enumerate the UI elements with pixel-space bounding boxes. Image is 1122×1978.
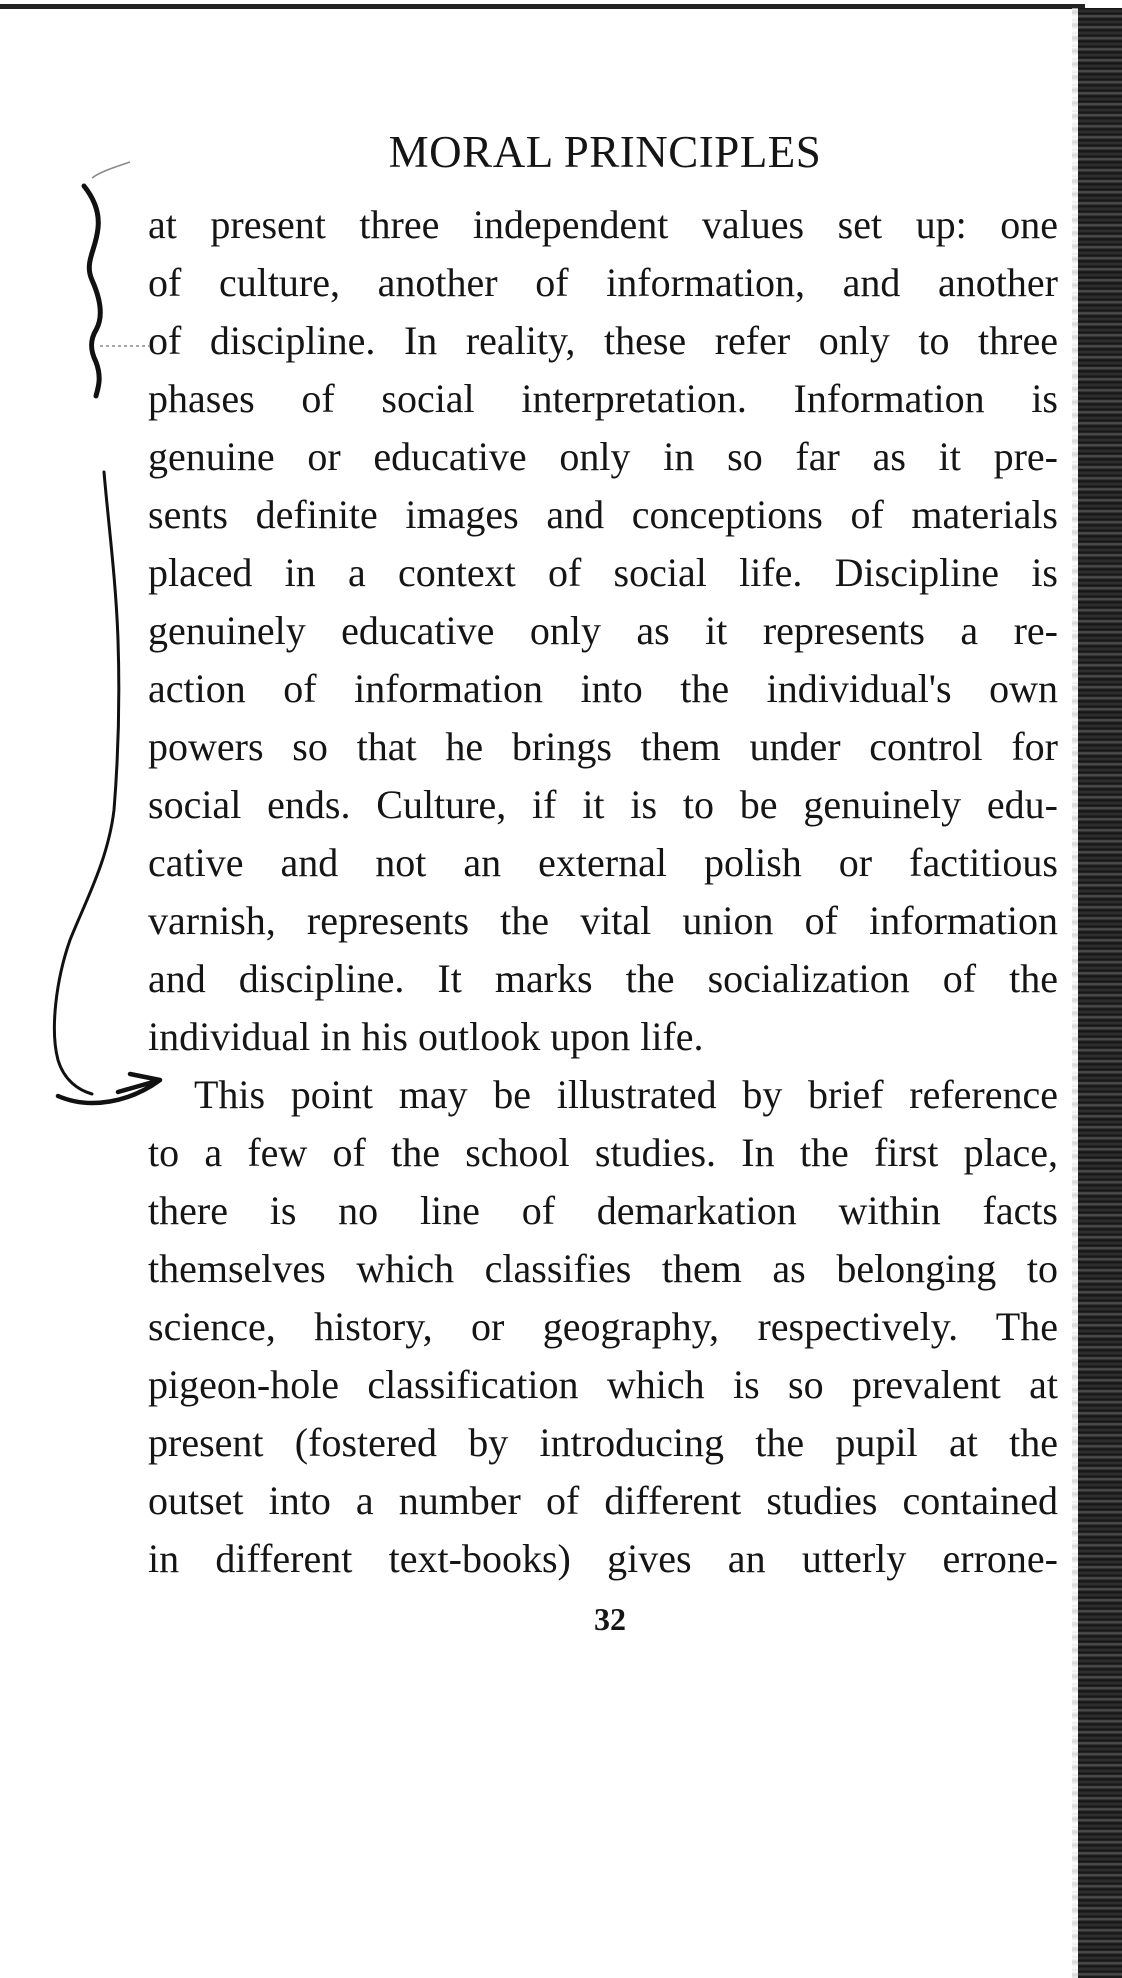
text-line: in different text-books) gives an utterly errone- (148, 1536, 1058, 1581)
text-line: varnish, represents the vital union of information (148, 898, 1058, 943)
text-line: individual in his outlook upon life. (148, 1014, 704, 1059)
text-line: science, history, or geography, respectively. The (148, 1304, 1058, 1349)
long-bracket-mark (54, 472, 118, 1094)
text-line: powers so that he brings them under control for (148, 724, 1058, 769)
text-line: social ends. Culture, if it is to be genuinely edu- (148, 782, 1058, 827)
text-line: genuine or educative only in so far as it pre- (148, 434, 1058, 479)
text-line: there is no line of demarkation within facts (148, 1188, 1058, 1233)
text-line: to a few of the school studies. In the first place, (148, 1130, 1058, 1175)
text-line: and discipline. It marks the socialization of the (148, 956, 1058, 1001)
paragraph-2 (148, 1066, 1058, 1588)
paragraph-1 (148, 196, 1058, 1066)
text-line: This point may be illustrated by brief reference (194, 1072, 1058, 1117)
text-line: of discipline. In reality, these refer only to three (148, 318, 1058, 363)
curly-brace-mark (84, 186, 100, 396)
arrow-mark (58, 1074, 160, 1103)
text-line: placed in a context of social life. Discipline is (148, 550, 1058, 595)
body-text (148, 196, 1058, 1588)
text-line: cative and not an external polish or factitious (148, 840, 1058, 885)
page-number: 32 (594, 1601, 626, 1637)
running-head: MORAL PRINCIPLES (388, 127, 822, 177)
text-line: sents definite images and conceptions of materials (148, 492, 1058, 537)
text-line: outset into a number of different studies contained (148, 1478, 1058, 1523)
text-line: at present three independent values set up: one (148, 202, 1058, 247)
text-line: of culture, another of information, and another (148, 260, 1058, 305)
text-line: pigeon-hole classification which is so prevalent at (148, 1362, 1058, 1407)
text-line: phases of social interpretation. Information is (148, 376, 1058, 421)
binding-edge (1078, 8, 1122, 1978)
text-line: action of information into the individual's own (148, 666, 1058, 711)
text-line: genuinely educative only as it represents a re- (148, 608, 1058, 653)
text-line: themselves which classifies them as belonging to (148, 1246, 1058, 1291)
top-edge-rule (0, 4, 1085, 9)
text-line: present (fostered by introducing the pupil at the (148, 1420, 1058, 1465)
